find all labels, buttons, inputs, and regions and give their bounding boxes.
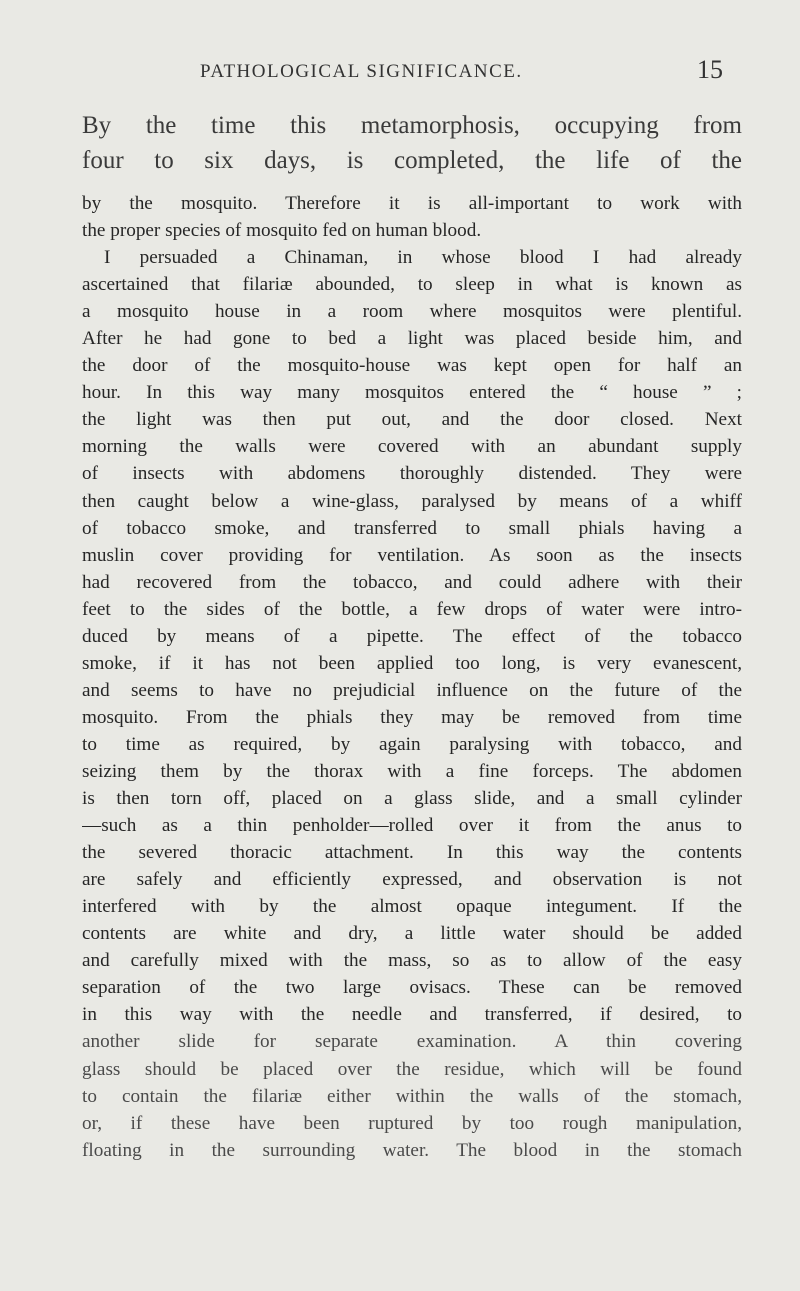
opening-line: By the time this metamorphosis, occupying from [82,112,742,139]
text-line: I persuaded a Chinaman, in whose blood I had already [104,247,742,269]
text-line: After he had gone to bed a light was placed beside him, and [82,328,742,350]
text-line: of insects with abdomens thoroughly distended. They were [82,463,742,485]
text-line: and seems to have no prejudicial influence on the future of the [82,679,742,701]
text-line: feet to the sides of the bottle, a few drops of water were intro- [82,598,742,620]
text-line: mosquito. From the phials they may be removed from time [82,706,742,728]
text-line: duced by means of a pipette. The effect of the tobacco [82,625,742,647]
text-line: seizing them by the thorax with a fine forceps. The abdomen [82,760,742,782]
text-line: interfered with by the almost opaque integument. If the [82,896,742,918]
text-line: are safely and efficiently expressed, and observation is not [82,869,742,891]
text-line: then caught below a wine-glass, paralysed by means of a whiff [82,490,742,512]
page-header [0,55,800,95]
opening-line: four to six days, is completed, the life of the [82,147,742,174]
text-line: of tobacco smoke, and transferred to small phials having a [82,517,742,539]
text-line: morning the walls were covered with an abundant supply [82,436,742,458]
text-line: smoke, if it has not been applied too long, is very evanescent, [82,652,742,674]
text-line: muslin cover providing for ventilation. As soon as the insects [82,544,742,566]
page-number: 15 [697,55,723,84]
text-line: is then torn off, placed on a glass slide, and a small cylinder [82,788,742,810]
text-line: by the mosquito. Therefore it is all-important to work with [82,193,742,214]
text-line: the light was then put out, and the door closed. Next [82,409,742,431]
text-line: hour. In this way many mosquitos entered the “ house ” ; [82,382,742,404]
text-line: the proper species of mosquito fed on human blood. [82,220,482,242]
text-line: to time as required, by again paralysing with tobacco, and [82,733,742,755]
text-line: to contain the filariæ either within the walls of the stomach, [82,1085,742,1107]
text-line: separation of the two large ovisacs. These can be removed [82,977,742,999]
text-line: floating in the surrounding water. The blood in the stomach [82,1139,742,1161]
text-line: another slide for separate examination. A thin covering [82,1031,742,1053]
text-line: or, if these have been ruptured by too rough manipulation, [82,1112,742,1134]
text-line: and carefully mixed with the mass, so as to allow of the easy [82,950,742,972]
running-head: PATHOLOGICAL SIGNIFICANCE. [200,61,523,82]
text-line: —such as a thin penholder—rolled over it from the anus to [82,815,742,837]
text-line: in this way with the needle and transferred, if desired, to [82,1004,742,1026]
opening-paragraph [82,108,742,178]
text-line: ascertained that filariæ abounded, to sleep in what is known as [82,274,742,296]
text-line: glass should be placed over the residue, which will be found [82,1058,742,1080]
text-line: the severed thoracic attachment. In this way the contents [82,842,742,864]
text-line: the door of the mosquito-house was kept open for half an [82,355,742,377]
body-text [82,190,742,1164]
text-line: a mosquito house in a room where mosquitos were plentiful. [82,301,742,323]
text-line: contents are white and dry, a little water should be added [82,923,742,945]
text-line: had recovered from the tobacco, and could adhere with their [82,571,742,593]
